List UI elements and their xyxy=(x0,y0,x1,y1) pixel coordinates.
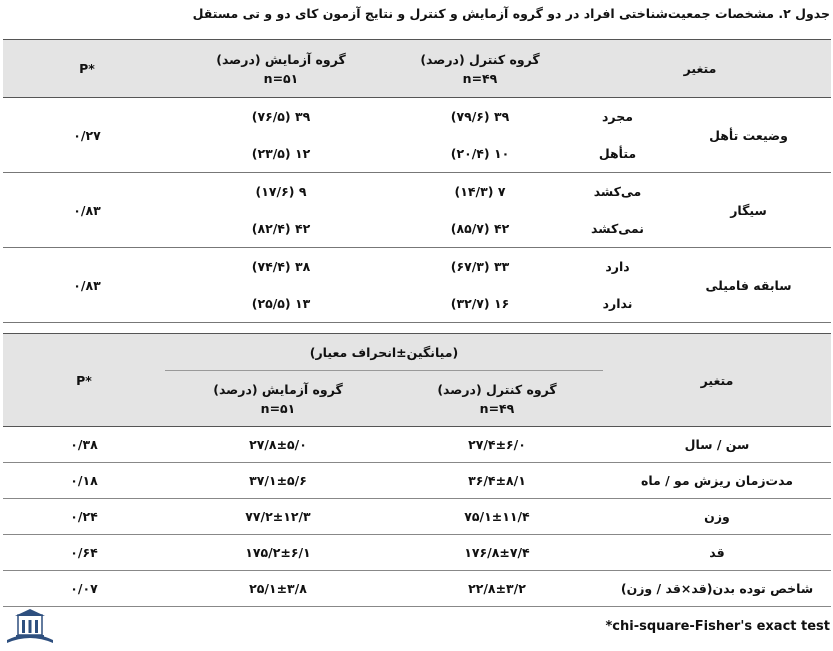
experimental-value: ۲۵/۱±۳/۸ xyxy=(165,571,391,607)
control-value: ۳۹ (۷۹/۶) xyxy=(450,109,510,124)
table-row xyxy=(3,571,831,607)
variable-level: متأهل xyxy=(569,135,666,173)
control-value: ۳۳ (۶۷/۳) xyxy=(450,259,510,274)
variable-level: نمی‌کشد xyxy=(569,210,666,248)
variable-name: وضیعت تأهل xyxy=(666,98,831,173)
header-variable: متغیر xyxy=(603,334,831,427)
control-value: ۴۲ (۸۵/۷) xyxy=(391,210,569,248)
p-value: ۰/۲۴ xyxy=(3,499,165,535)
header-experimental-label: گروه آزمایش (درصد) xyxy=(216,51,346,67)
variable-name: سابقه فامیلی xyxy=(666,248,831,323)
control-value: ۱۶ (۳۲/۷) xyxy=(391,285,569,323)
header-control xyxy=(391,40,569,98)
comparison-table xyxy=(3,333,831,607)
experimental-value: ۳۷/۱±۵/۶ xyxy=(165,463,391,499)
table-row xyxy=(3,463,831,499)
header-experimental-label: گروه آزمایش (درصد) xyxy=(213,381,343,397)
variable-name: وزن xyxy=(603,499,831,535)
header-experimental-n: n=۵۱ xyxy=(260,400,296,416)
experimental-value: ۳۸ (۷۴/۴) xyxy=(251,259,311,274)
table-row xyxy=(3,427,831,463)
table-row xyxy=(3,535,831,571)
table-row xyxy=(3,499,831,535)
footnote: *chi-square-Fisher's exact test xyxy=(605,619,830,634)
table-caption: جدول ۲. مشخصات جمعیت‌شناختی افراد در دو گروه آزمایش و کنترل و نتایج آزمون کای دو و تی مستقل xyxy=(192,6,830,21)
header-control xyxy=(391,371,603,427)
p-value: ۰/۸۳ xyxy=(3,248,171,323)
experimental-value: ۱۷۵/۲±۶/۱ xyxy=(165,535,391,571)
p-value: ۰/۶۴ xyxy=(3,535,165,571)
p-value: ۰/۲۷ xyxy=(3,98,171,173)
header-experimental xyxy=(171,40,391,98)
experimental-value: ۲۷/۸±۵/۰ xyxy=(165,427,391,463)
variable-name: شاخص توده بدن(قد×قد / وزن) xyxy=(603,571,831,607)
table-header-row xyxy=(3,40,831,98)
table-row xyxy=(3,173,831,211)
p-value: ۰/۳۸ xyxy=(3,427,165,463)
experimental-value: ۹ (۱۷/۶) xyxy=(255,184,307,199)
header-control-label: گروه کنترل (درصد) xyxy=(437,381,557,397)
variable-level: دارد xyxy=(605,259,630,274)
experimental-value: ۷۷/۲±۱۲/۳ xyxy=(165,499,391,535)
variable-level: ندارد xyxy=(569,285,666,323)
header-p: P* xyxy=(3,40,171,98)
control-value: ۷ (۱۴/۳) xyxy=(454,184,506,199)
header-variable: متغیر xyxy=(569,40,831,98)
header-control-label: گروه کنترل (درصد) xyxy=(420,51,540,67)
table-header-row xyxy=(3,334,831,371)
variable-name: مدت‌زمان ریزش مو / ماه xyxy=(603,463,831,499)
variable-name: سن / سال xyxy=(603,427,831,463)
header-experimental xyxy=(165,371,391,427)
variable-name: سیگار xyxy=(666,173,831,248)
p-value: ۰/۸۳ xyxy=(3,173,171,248)
experimental-value: ۱۲ (۲۳/۵) xyxy=(171,135,391,173)
header-control-n: n=۴۹ xyxy=(462,70,498,86)
journal-logo-icon xyxy=(3,607,57,645)
variable-level: می‌کشد xyxy=(593,184,642,199)
control-value: ۳۶/۴±۸/۱ xyxy=(391,463,603,499)
experimental-value: ۴۲ (۸۲/۴) xyxy=(171,210,391,248)
table-row xyxy=(3,98,831,136)
p-value: ۰/۰۷ xyxy=(3,571,165,607)
header-control-n: n=۴۹ xyxy=(479,400,515,416)
control-value: ۲۲/۸±۳/۲ xyxy=(391,571,603,607)
header-group: (میانگین±انحراف معیار) xyxy=(165,334,603,371)
table-row xyxy=(3,248,831,286)
control-value: ۱۰ (۲۰/۴) xyxy=(391,135,569,173)
header-experimental-n: n=۵۱ xyxy=(263,70,299,86)
control-value: ۷۵/۱±۱۱/۴ xyxy=(391,499,603,535)
control-value: ۱۷۶/۸±۷/۴ xyxy=(391,535,603,571)
demographics-table xyxy=(3,39,831,323)
experimental-value: ۱۳ (۲۵/۵) xyxy=(171,285,391,323)
variable-name: قد xyxy=(603,535,831,571)
experimental-value: ۳۹ (۷۶/۵) xyxy=(251,109,311,124)
variable-level: مجرد xyxy=(602,109,633,124)
p-value: ۰/۱۸ xyxy=(3,463,165,499)
control-value: ۲۷/۴±۶/۰ xyxy=(391,427,603,463)
header-p: P* xyxy=(3,334,165,427)
